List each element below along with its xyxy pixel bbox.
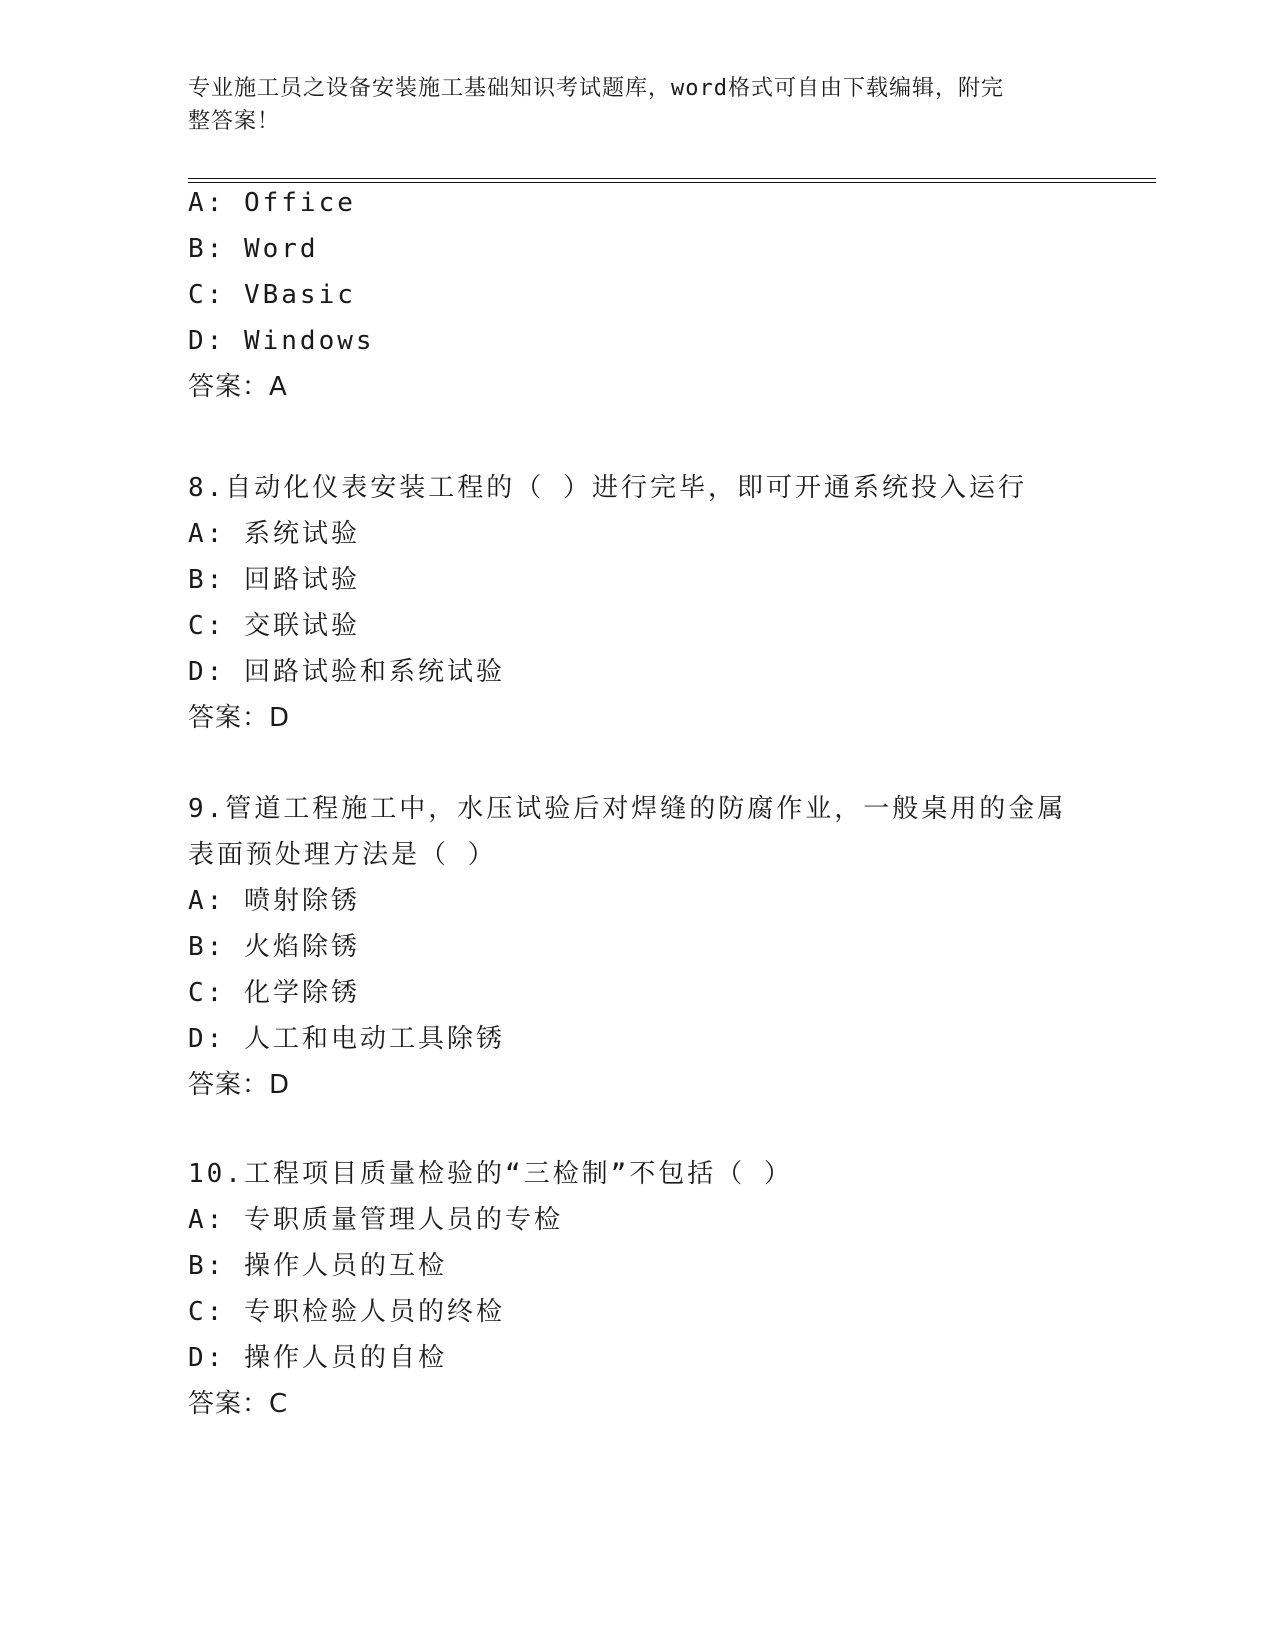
option-b: B: 回路试验: [188, 565, 360, 595]
header-line-1: 专业施工员之设备安装施工基础知识考试题库，word格式可自由下载编辑，附完: [188, 76, 1004, 101]
option-c: C: 交联试验: [188, 611, 360, 641]
question-stem: 10.工程项目质量检验的“三检制”不包括（ ）: [188, 1159, 793, 1189]
option-c: C: 化学除锈: [188, 978, 360, 1008]
question-8: [188, 465, 1108, 741]
option-d: D: 操作人员的自检: [188, 1343, 447, 1373]
answer-line: 答案：A: [188, 372, 288, 402]
option-a: A: 系统试验: [188, 519, 360, 549]
option-c: C: VBasic: [188, 280, 356, 310]
option-b: B: 操作人员的互检: [188, 1251, 447, 1281]
option-d: D: Windows: [188, 326, 375, 356]
answer-line: 答案：D: [188, 1070, 291, 1100]
option-d: D: 回路试验和系统试验: [188, 657, 505, 687]
option-d: D: 人工和电动工具除锈: [188, 1024, 505, 1054]
option-a: A: 喷射除锈: [188, 886, 360, 916]
option-b: B: Word: [188, 234, 319, 264]
header-line-2: 整答案！: [188, 109, 281, 134]
question-stem-line-2: 表面预处理方法是（ ）: [188, 840, 497, 870]
answer-line: 答案：C: [188, 1389, 289, 1419]
option-c: C: 专职检验人员的终检: [188, 1297, 505, 1327]
question-10: [188, 1151, 1108, 1427]
question-9: [188, 786, 1108, 1108]
question-stem: 8.自动化仪表安装工程的（ ）进行完毕，即可开通系统投入运行: [188, 473, 1027, 503]
document-header: [188, 72, 1088, 138]
option-a: A: 专职质量管理人员的专检: [188, 1205, 563, 1235]
answer-line: 答案：D: [188, 703, 291, 733]
option-a: A: Office: [188, 188, 356, 218]
question-stem-line-1: 9.管道工程施工中，水压试验后对焊缝的防腐作业，一般桌用的金属: [188, 794, 1067, 824]
option-b: B: 火焰除锈: [188, 932, 360, 962]
question-7: [188, 180, 1108, 410]
